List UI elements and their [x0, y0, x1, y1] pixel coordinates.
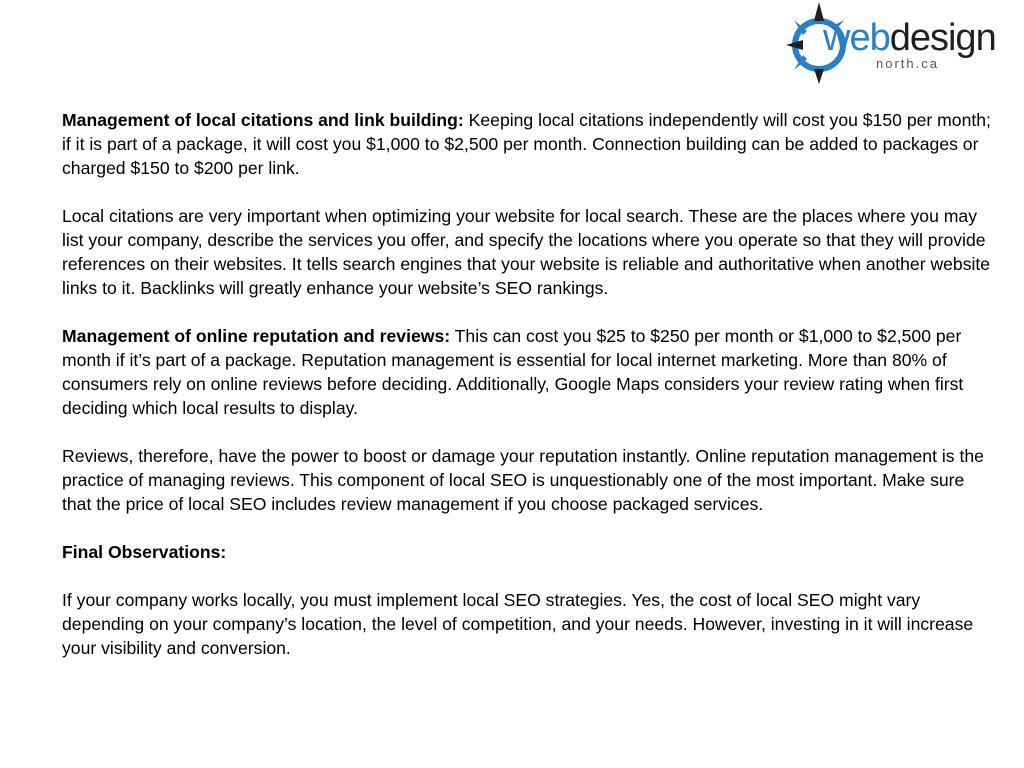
paragraph-reputation-pricing	[62, 324, 997, 420]
paragraph-text: This can cost you $25 to $250 per month or $1,000 to $2,500 per month if it’s part of a package. Reputation management is essential for local internet marketing. More than 80% of consumers rely on online reviews before deciding. Additionally, Google Maps considers your review rating when first deciding which local results to display.	[62, 326, 964, 418]
logo-wordmark	[823, 16, 996, 60]
logo-word-web: web	[823, 17, 890, 59]
paragraph-text: If your company works locally, you must implement local SEO strategies. Yes, the cost of local SEO might vary depending on your company’s location, the level of competition, and your needs. However, investing in it will increase your visibility and conversion.	[62, 590, 974, 658]
paragraph-final-heading	[62, 540, 997, 564]
paragraph-text: Reviews, therefore, have the power to boost or damage your reputation instantly. Online reputation management is the practice of managing reviews. This component of local SEO is unquestionably one of the most important. Make sure that the price of local SEO includes review management if you choose packaged services.	[62, 446, 984, 514]
brand-logo	[786, 2, 996, 84]
document-body	[62, 108, 997, 684]
paragraph-heading: Management of online reputation and reviews:	[62, 326, 451, 346]
logo-word-design: design	[889, 17, 996, 59]
paragraph-text: Local citations are very important when optimizing your website for local search. These are the places where you may list your company, describe the services you offer, and specify the locations where you operate so that they will provide references on their websites. It tells search engines that your website is reliable and authoritative when another website links to it. Backlinks will greatly enhance your website’s SEO rankings.	[62, 206, 991, 298]
paragraph-heading: Management of local citations and link building:	[62, 110, 464, 130]
paragraph-text: Keeping local citations independently will cost you $150 per month; if it is part of a package, it will cost you $1,000 to $2,500 per month. Connection building can be added to packages or charged $150 to $200 per link.	[62, 110, 991, 178]
paragraph-citations-importance	[62, 204, 997, 300]
paragraph-reviews-importance	[62, 444, 997, 516]
paragraph-conclusion	[62, 588, 997, 660]
paragraph-citations-pricing	[62, 108, 997, 180]
logo-subtitle: north.ca	[876, 56, 939, 71]
paragraph-heading: Final Observations:	[62, 542, 227, 562]
